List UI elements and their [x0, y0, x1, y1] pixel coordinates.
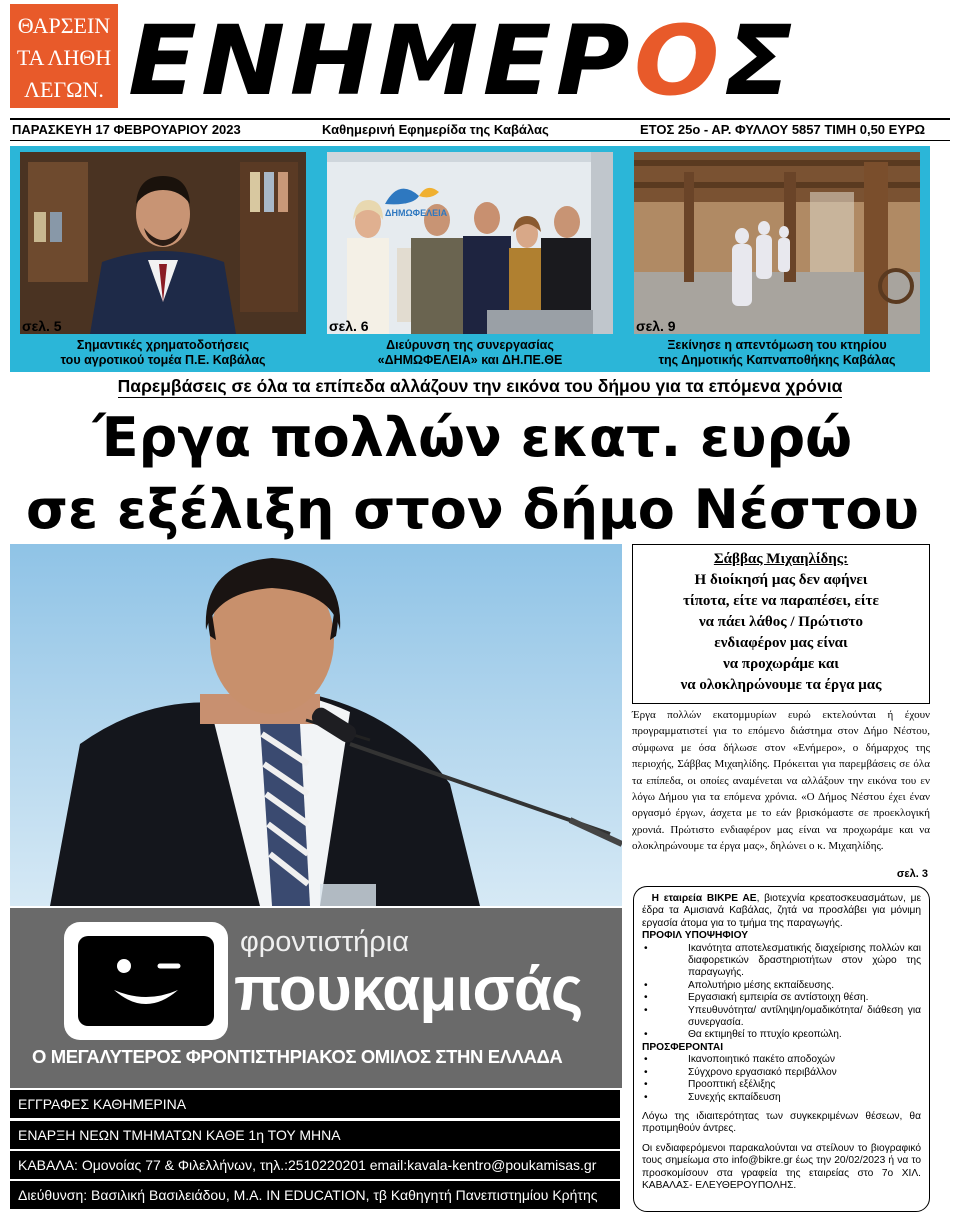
ad-sup: φροντιστήρια: [240, 926, 410, 958]
logo-end: Σ: [723, 5, 797, 117]
quote-line: να πάει λάθος / Πρώτιστο: [698, 614, 864, 630]
motto-line: ΤΑ ΛΗΘΗ: [16, 45, 112, 70]
dateline-rule: [10, 140, 950, 141]
tagline: Καθημερινή Εφημερίδα της Καβάλας: [322, 122, 549, 137]
job-profile-item: • Ικανότητα αποτελεσματικής διαχείρισης πολλών και διαφορετικών δραστηριοτήτων στον χώρο της παραγωγής.: [642, 943, 921, 980]
quote-line: να ολοκληρώνουμε τα έργα μας: [680, 677, 882, 693]
ad-bar-new-classes: ΕΝΑΡΞΗ ΝΕΩΝ ΤΜΗΜΑΤΩΝ ΚΑΘΕ 1η ΤΟΥ ΜΗΝΑ: [10, 1121, 620, 1149]
quote-line: ενδιαφέρον μας είναι: [714, 635, 848, 651]
tutoring-ad[interactable]: [10, 908, 622, 1088]
quote-line: Η διοίκησή μας δεν αφήνει: [694, 572, 868, 588]
job-profile-item: • Εργασιακή εμπειρία σε αντίστοιχη θέση.: [642, 992, 921, 1004]
job-profile-title: ΠΡΟΦΙΛ ΥΠΟΨΗΦΙΟΥ: [642, 930, 749, 942]
logo-main: ΕΝΗΜΕΡ: [128, 5, 634, 117]
pull-quote: [632, 544, 930, 704]
ad-bar-contact[interactable]: ΚΑΒΑΛΑ: Ομονοίας 77 & Φιλελλήνων, τηλ.:2510220201 email:kavala-kentro@poukamisas.gr: [10, 1151, 620, 1179]
teaser-photo-official: [20, 152, 306, 334]
job-profile-item: • Υπευθυνότητα/ αντίληψη/ομαδικότητα/ διάθεση για συνεργασία.: [642, 1005, 921, 1030]
issue-info: ΕΤΟΣ 25ο - ΑΡ. ΦΥΛΛΟΥ 5857 ΤΙΜΗ 0,50 ΕΥΡΩ: [640, 122, 926, 137]
lead-article-text: Έργα πολλών εκατομμυρίων ευρώ εκτελούνται ή έχουν προγραμματιστεί για το επόμενο διάστημα στον Δήμο Νέστου, σύμφωνα με όσα δήλωσε στον «Ενήμερο», ο δήμαρχος της περιοχής, Σάββας Μιχαηλίδης. Πρόκειται για παρεμβάσεις σε όλα τα επίπεδα, οι οποίες αναμένεται να αλλάξουν την εικόνα του εν λόγω Δήμου για τα επόμενα χρόνια. «Ο Δήμος Νέστου έχει έναν οργασμό έργων, άσχετα με το εάν βρισκόμαστε σε προεκλογική χρονιά. Πρώτιστο ενδιαφέρον μας είναι να προχωράμε και να ολοκληρώνουμε τα έργα μας», δηλώνει ο κ. Μιχαηλίδης.: [632, 709, 930, 853]
job-offer-item: • Συνεχής εκπαίδευση: [642, 1092, 921, 1104]
job-offer-title: ΠΡΟΣΦΕΡΟΝΤΑΙ: [642, 1041, 724, 1053]
teaser-caption: Ξεκίνησε η απεντόμωση του κτηρίου της Δημοτικής Καπναποθήκης Καβάλας: [658, 338, 896, 367]
wink-logo-icon: [64, 922, 228, 1040]
job-offer-item: • Ικανοποιητικό πακέτο αποδοχών: [642, 1054, 921, 1066]
sign-text: ΔΗΜΩΦΕΛΕΙΑ: [385, 208, 448, 218]
teaser-page-ref: σελ. 5: [22, 318, 62, 334]
ad-bar-director: Διεύθυνση: Βασιλική Βασιλειάδου, Μ.Α. IN EDUCATION, τβ Καθηγητή Πανεπιστημίου Κρήτης: [10, 1181, 620, 1209]
job-note: Λόγω της ιδιαιτερότητας των συγκεκριμένων θέσεων, θα προτιμηθούν άντρες.: [642, 1110, 921, 1135]
job-intro: Η εταιρεία ΒΙΚΡΕ ΑΕ, βιοτεχνία κρεατοσκευασμάτων, με έδρα τα Αμισιανά Καβάλας, ζητά να προσλάβει για μόνιμη εργασία άτομα για το τμήμα της παραγωγής.: [642, 893, 922, 929]
teaser-page-ref: σελ. 9: [636, 318, 676, 334]
quote-speaker: Σάββας Μιχαηλίδης:: [713, 551, 849, 567]
motto-line: ΛΕΓΩΝ.: [24, 77, 104, 102]
mayor-photo: [10, 544, 622, 906]
lead-headline-line-2: σε εξέλιξη στον δήμο Νέστου: [25, 478, 919, 541]
lead-kicker: Παρεμβάσεις σε όλα τα επίπεδα αλλάζουν την εικόνα του δήμου για τα επόμενα χρόνια: [117, 376, 843, 396]
job-cta[interactable]: Οι ενδιαφερόμενοι παρακαλούνται να στείλουν το βιογραφικό τους σημείωμα στο info@bikre.gr έως την 20/02/2023 ή να το προσκομίσουν στα γραφεία της εταιρείας στο 7ο ΧΙΛ. ΚΑΒΑΛΑΣ- ΕΛΕΥΘΕΡΟΥΠΟΛΗΣ.: [642, 1142, 921, 1191]
lead-headline-line-1: Έργα πολλών εκατ. ευρώ: [92, 406, 853, 469]
masthead-rule: [10, 118, 950, 120]
article-page-ref[interactable]: σελ. 3: [896, 868, 928, 880]
teaser-strip: [10, 146, 930, 372]
motto-line: ΘΑΡΣΕΙΝ: [17, 13, 111, 38]
ad-brand: πουκαμισάς: [234, 955, 583, 1024]
newspaper-logo: [128, 6, 928, 116]
motto-badge: [10, 4, 118, 108]
teaser-2[interactable]: [317, 146, 623, 372]
teaser-page-ref: σελ. 6: [329, 318, 369, 334]
job-profile-item: • Θα εκτιμηθεί το πτυχίο κρεοπώλη.: [642, 1029, 921, 1041]
teaser-photo-group: [327, 152, 613, 334]
teaser-caption: Σημαντικές χρηματοδοτήσεις του αγροτικού τομέα Π.Ε. Καβάλας: [60, 338, 266, 367]
job-ad: [633, 886, 930, 1212]
teaser-photo-warehouse: [634, 152, 920, 334]
job-offer-item: • Σύγχρονο εργασιακό περιβάλλον: [642, 1067, 921, 1079]
quote-line: να προχωράμε και: [723, 656, 839, 672]
quote-line: τίποτα, είτε να παραπέσει, είτε: [683, 593, 879, 609]
logo-accent: Ο: [633, 5, 724, 117]
issue-date: ΠΑΡΑΣΚΕΥΗ 17 ΦΕΒΡΟΥΑΡΙΟΥ 2023: [12, 122, 241, 137]
ad-bar-registrations: ΕΓΓΡΑΦΕΣ ΚΑΘΗΜΕΡΙΝΑ: [10, 1090, 620, 1118]
ad-slogan: Ο ΜΕΓΑΛΥΤΕΡΟΣ ΦΡΟΝΤΙΣΤΗΡΙΑΚΟΣ ΟΜΙΛΟΣ ΣΤΗΝ ΕΛΛΑΔΑ: [32, 1046, 563, 1067]
job-profile-item: • Απολυτήριο μέσης εκπαίδευσης.: [642, 980, 921, 992]
teaser-3[interactable]: [624, 146, 930, 372]
job-offer-item: • Προοπτική εξέλιξης: [642, 1079, 921, 1091]
teaser-caption: Διεύρυνση της συνεργασίας «ΔΗΜΩΦΕΛΕΙΑ» και ΔΗ.ΠΕ.ΘΕ: [377, 338, 563, 367]
teaser-1[interactable]: [10, 146, 316, 372]
